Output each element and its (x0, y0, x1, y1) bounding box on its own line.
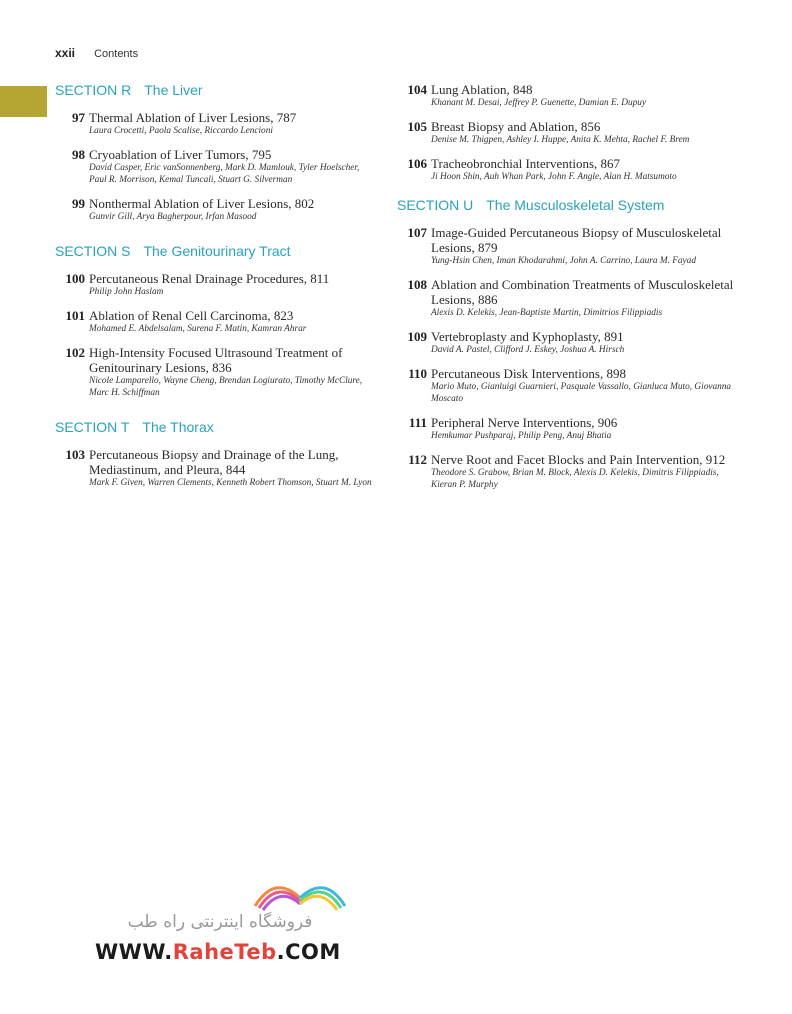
toc-entry[interactable] (55, 196, 375, 223)
section-label: SECTION R (55, 82, 132, 98)
chapter-authors: Mohamed E. Abdelsalam, Surena F. Matin, Kamran Ahrar (89, 324, 307, 334)
chapter-authors: Yung-Hsin Chen, Iman Khodarahmi, John A. Carrino, Laura M. Fayad (431, 256, 696, 266)
chapter-authors: Gunvir Gill, Arya Bagherpour, Irfan Masood (89, 212, 257, 222)
left-column (55, 82, 375, 509)
chapter-title[interactable]: Peripheral Nerve Interventions, 906 (431, 415, 618, 430)
chapter-authors: Mark F. Given, Warren Clements, Kenneth Robert Thomson, Stuart M. Lyon (89, 478, 372, 488)
toc-entry[interactable] (397, 82, 737, 109)
watermark-url: WWW.RaheTeb.COM (95, 940, 341, 964)
section-label: SECTION S (55, 243, 131, 259)
section-name: The Musculoskeletal System (486, 197, 665, 213)
chapter-authors: Alexis D. Kelekis, Jean-Baptiste Martin, Dimitrios Filippiadis (431, 308, 663, 318)
chapter-title[interactable]: Vertebroplasty and Kyphoplasty, 891 (431, 329, 624, 344)
chapter-authors: Khanant M. Desai, Jeffrey P. Guenette, Damian E. Dupuy (431, 98, 647, 108)
section-label: SECTION T (55, 419, 130, 435)
chapter-number: 97 (72, 110, 85, 125)
toc-entry[interactable] (397, 156, 737, 183)
section-name: The Genitourinary Tract (143, 243, 291, 259)
toc-entry[interactable] (397, 119, 737, 146)
page-number: xxii (55, 46, 76, 60)
chapter-number: 104 (407, 82, 427, 97)
book-rainbow-icon (245, 868, 355, 912)
chapter-authors: Ji Hoon Shin, Auh Whan Park, John F. Angle, Alan H. Matsumoto (431, 172, 677, 182)
chapter-title[interactable]: Cryoablation of Liver Tumors, 795 (89, 147, 272, 162)
toc-entry[interactable] (55, 447, 375, 489)
chapter-number: 100 (65, 271, 85, 286)
toc-entry[interactable] (55, 308, 375, 335)
toc-entry[interactable] (397, 415, 737, 442)
chapter-title[interactable]: Percutaneous Disk Interventions, 898 (431, 366, 626, 381)
chapter-number: 112 (408, 452, 427, 467)
chapter-title[interactable]: Lung Ablation, 848 (431, 82, 533, 97)
chapter-authors: David A. Pastel, Clifford J. Eskey, Joshua A. Hirsch (431, 345, 625, 355)
chapter-number: 101 (65, 308, 85, 323)
toc-entry[interactable] (397, 277, 737, 319)
toc-entry[interactable] (397, 452, 737, 491)
chapter-number: 111 (408, 415, 427, 430)
chapter-number: 107 (407, 225, 427, 240)
chapter-number: 108 (407, 277, 427, 292)
chapter-title[interactable]: Ablation and Combination Treatments of Musculoskeletal Lesions, 886 (431, 277, 734, 307)
chapter-authors: Nicole Lamparello, Wayne Cheng, Brendan Logiurato, Timothy McClure, Marc H. Schiffman (89, 376, 363, 398)
chapter-title[interactable]: High-Intensity Focused Ultrasound Treatment of Genitourinary Lesions, 836 (89, 345, 343, 375)
right-column (397, 82, 737, 511)
toc-entry[interactable] (55, 271, 375, 298)
section-heading (55, 243, 375, 259)
chapter-authors: Denise M. Thigpen, Ashley I. Huppe, Anita K. Mehta, Rachel F. Brem (431, 135, 690, 145)
chapter-title[interactable]: Nerve Root and Facet Blocks and Pain Intervention, 912 (431, 452, 726, 467)
chapter-number: 109 (407, 329, 427, 344)
header-label: Contents (94, 48, 139, 60)
section-label: SECTION U (397, 197, 474, 213)
chapter-number: 106 (407, 156, 427, 171)
section-heading (55, 82, 375, 98)
chapter-title[interactable]: Breast Biopsy and Ablation, 856 (431, 119, 601, 134)
chapter-title[interactable]: Tracheobronchial Interventions, 867 (431, 156, 621, 171)
chapter-authors: Mario Muto, Gianluigi Guarnieri, Pasquale Vassallo, Gianluca Muto, Giovanna Moscato (431, 382, 732, 404)
chapter-number: 103 (65, 447, 85, 462)
chapter-authors: Philip John Haslam (89, 287, 164, 297)
chapter-title[interactable]: Percutaneous Renal Drainage Procedures, 811 (89, 271, 330, 286)
chapter-number: 102 (65, 345, 85, 360)
chapter-authors: Hemkumar Pushparaj, Philip Peng, Anuj Bhatia (431, 431, 612, 441)
chapter-title[interactable]: Ablation of Renal Cell Carcinoma, 823 (89, 308, 294, 323)
chapter-title[interactable]: Thermal Ablation of Liver Lesions, 787 (89, 110, 297, 125)
toc-entry[interactable] (55, 345, 375, 399)
chapter-title[interactable]: Percutaneous Biopsy and Drainage of the Lung, Mediastinum, and Pleura, 844 (89, 447, 339, 477)
chapter-number: 110 (408, 366, 427, 381)
chapter-number: 105 (407, 119, 427, 134)
toc-entry[interactable] (397, 329, 737, 356)
page-header (55, 46, 138, 60)
section-name: The Liver (144, 82, 203, 98)
section-heading (397, 197, 737, 213)
chapter-number: 99 (72, 196, 85, 211)
chapter-number: 98 (72, 147, 85, 162)
toc-entry[interactable] (55, 147, 375, 186)
chapter-title[interactable]: Image-Guided Percutaneous Biopsy of Musculoskeletal Lesions, 879 (431, 225, 722, 255)
watermark-persian-text: فروشگاه اینترنتی راه طب (127, 912, 313, 932)
toc-entry[interactable] (397, 366, 737, 405)
chapter-authors: Laura Crocetti, Paola Scalise, Riccardo Lencioni (89, 126, 273, 136)
toc-entry[interactable] (397, 225, 737, 267)
section-name: The Thorax (142, 419, 214, 435)
toc-entry[interactable] (55, 110, 375, 137)
chapter-authors: Theodore S. Grabow, Brian M. Block, Alexis D. Kelekis, Dimitris Filippiadis, Kieran P. Murphy (431, 468, 719, 490)
section-tab-marker (0, 86, 47, 117)
chapter-authors: David Casper, Eric vanSonnenberg, Mark D. Mamlouk, Tyler Hoelscher, Paul R. Morrison, Kemal Tuncali, Stuart G. Silverman (89, 163, 360, 185)
watermark-logo (95, 868, 345, 968)
chapter-title[interactable]: Nonthermal Ablation of Liver Lesions, 802 (89, 196, 315, 211)
section-heading (55, 419, 375, 435)
